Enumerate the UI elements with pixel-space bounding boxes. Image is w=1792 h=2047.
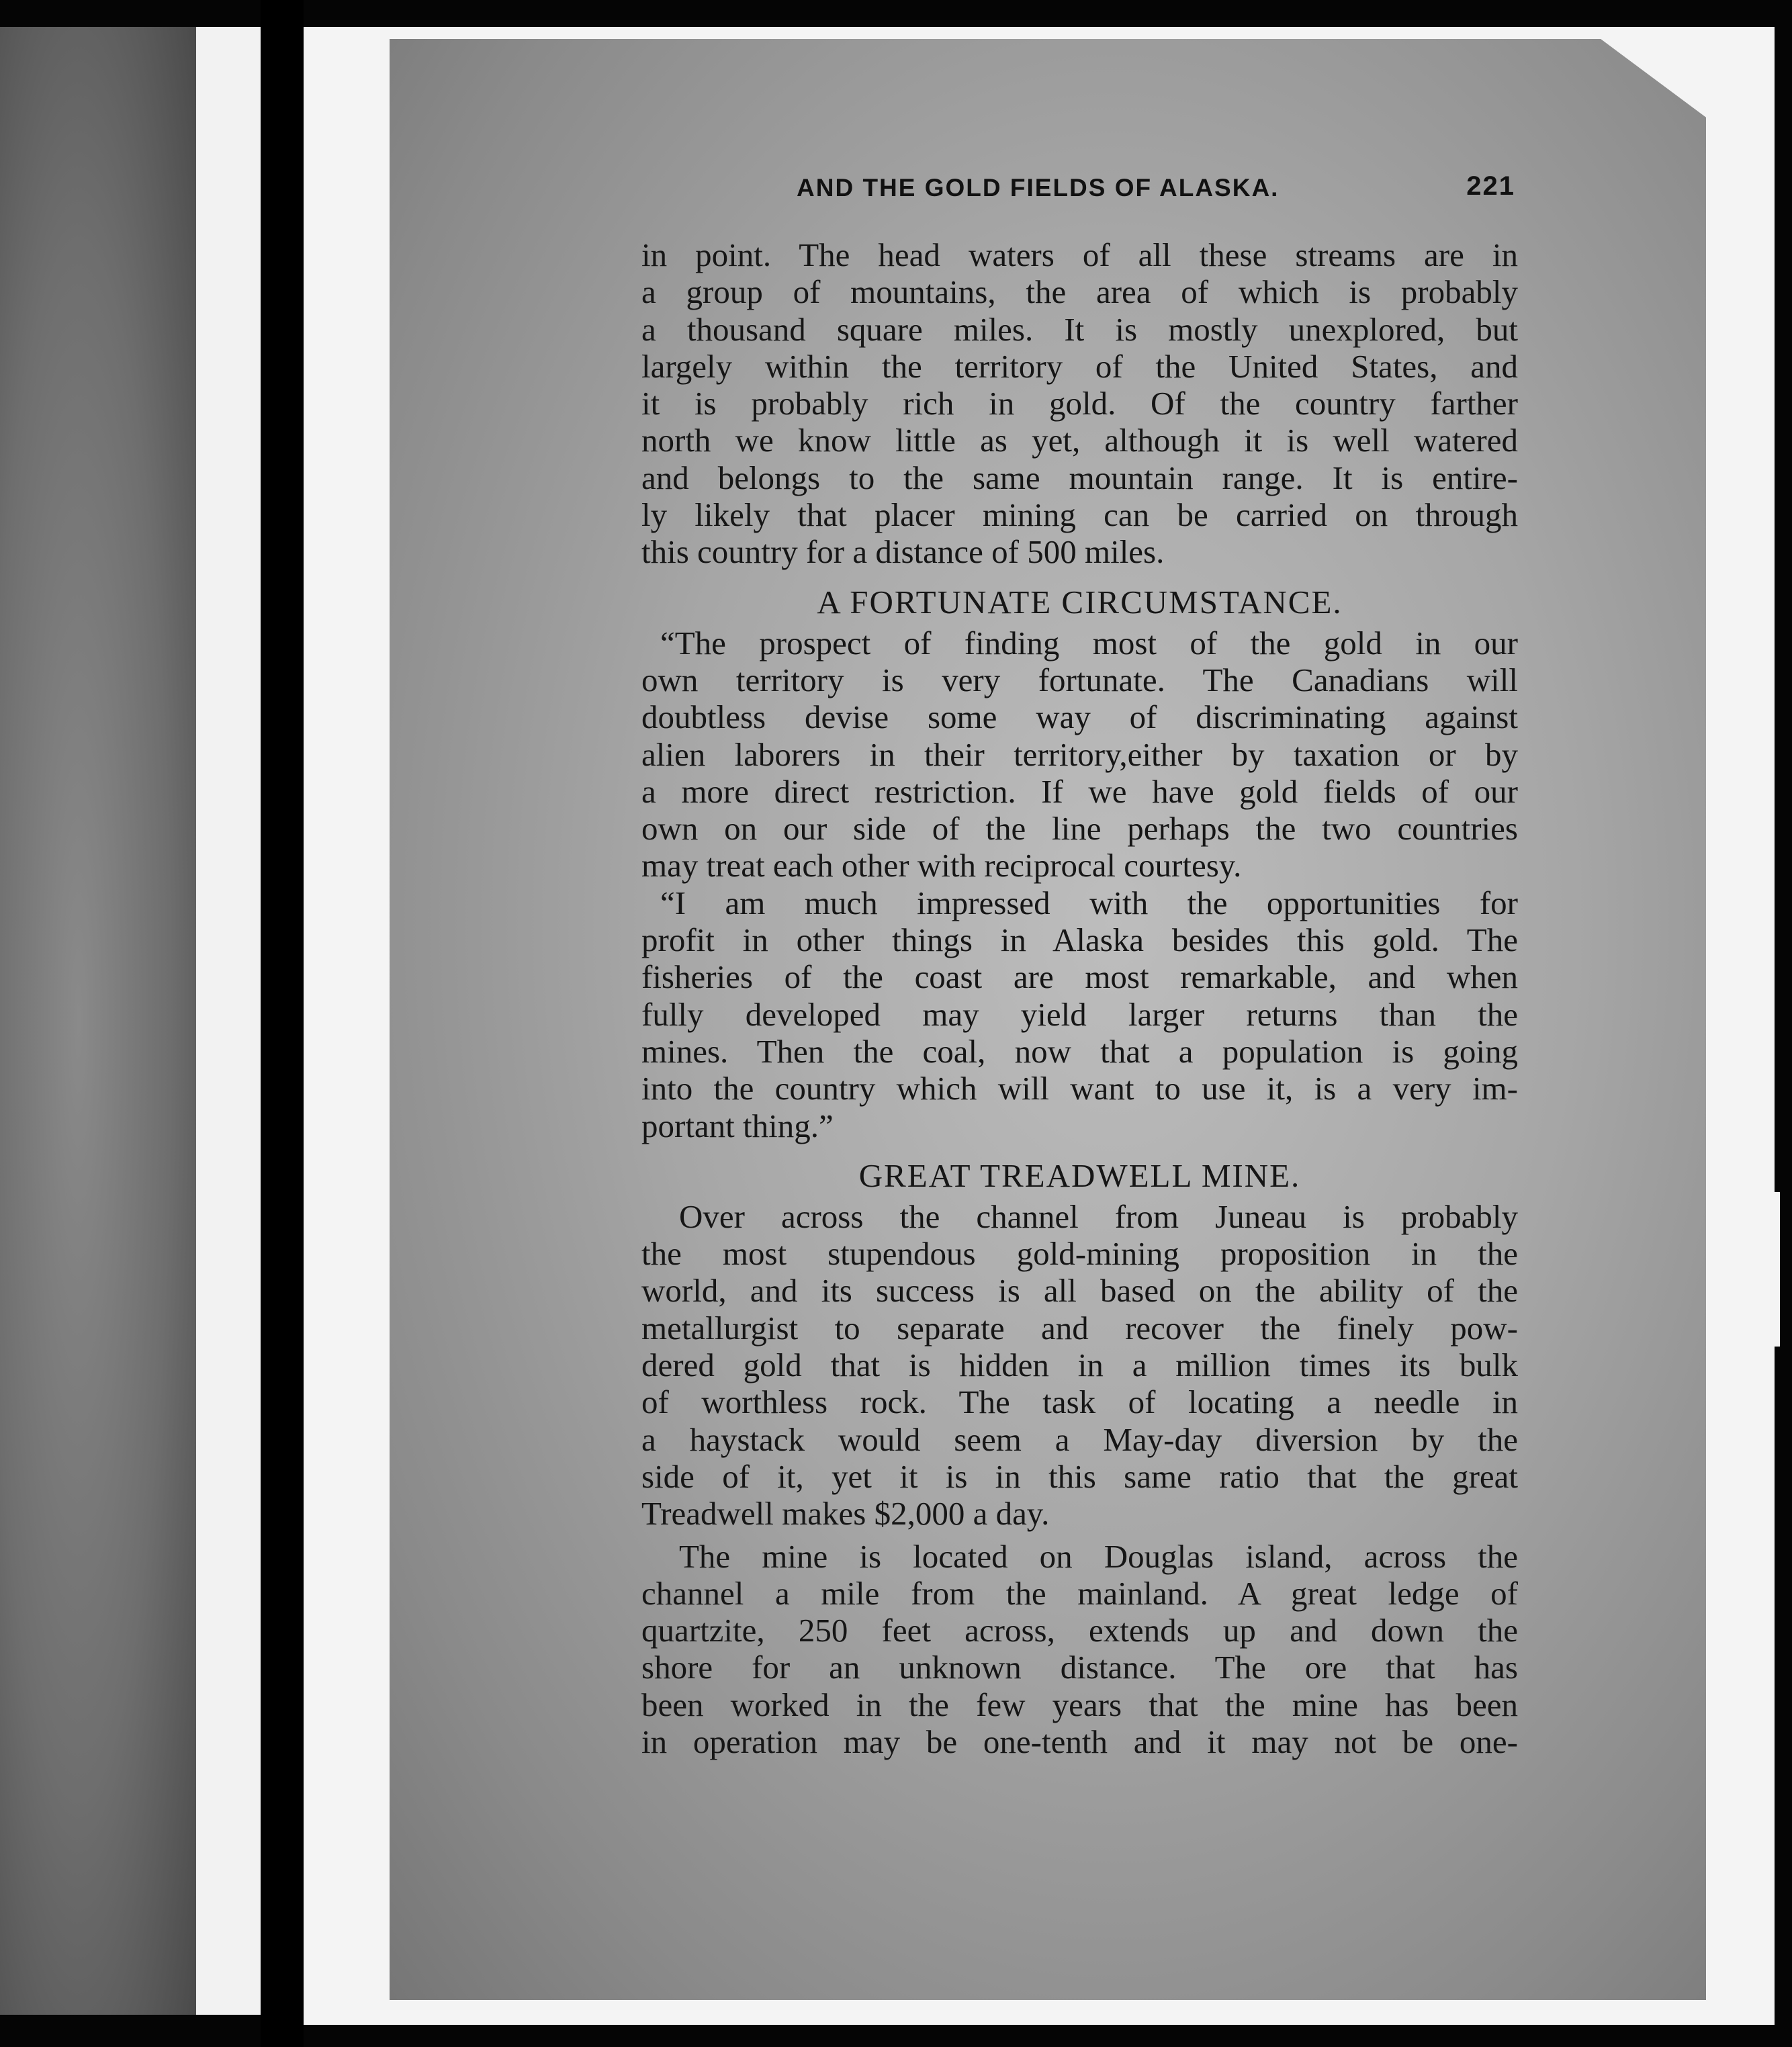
section-heading-fortunate-circumstance: A FORTUNATE CIRCUMSTANCE. (817, 583, 1343, 621)
text-line: The mine is located on Douglas island, across the (679, 1537, 1518, 1575)
text-line: doubtless devise some way of discriminating against (641, 698, 1518, 736)
text-line: channel a mile from the mainland. A great ledge of (641, 1574, 1518, 1612)
running-title: AND THE GOLD FIELDS OF ALASKA. (797, 174, 1280, 201)
text-line: dered gold that is hidden in a million times its bulk (641, 1347, 1518, 1384)
text-line: mines. Then the coal, now that a population is going (641, 1032, 1518, 1070)
body-text (641, 236, 1518, 1760)
text-line: alien laborers in their territory,either by taxation or by (641, 735, 1518, 773)
text-line: into the country which will want to use it, is a very im- (641, 1070, 1518, 1107)
paragraph-3 (641, 884, 1518, 1144)
text-line: north we know little as yet, although it is well watered (641, 422, 1518, 459)
text-line: metallurgist to separate and recover the finely pow- (641, 1309, 1518, 1347)
text-line: the most stupendous gold-mining proposition in the (641, 1235, 1518, 1273)
text-line: Treadwell makes $2,000 a day. (641, 1495, 1050, 1533)
facing-page (0, 27, 196, 2015)
text-line: of worthless rock. The task of locating a needle in (641, 1383, 1518, 1421)
text-line: “The prospect of finding most of the gold in our (660, 624, 1518, 662)
text-line: and belongs to the same mountain range. It is entire- (641, 459, 1518, 496)
text-line: this country for a distance of 500 miles. (641, 533, 1165, 571)
text-line: a group of mountains, the area of which is probably (641, 273, 1518, 311)
paragraph-1 (641, 236, 1518, 571)
text-line: it is probably rich in gold. Of the country farther (641, 385, 1518, 422)
text-line: world, and its success is all based on the ability of the (641, 1272, 1518, 1310)
page-edge-tear (1740, 1192, 1780, 1347)
facing-page-margin (196, 27, 261, 2015)
section-heading-great-treadwell-mine: GREAT TREADWELL MINE. (858, 1156, 1301, 1194)
page-number: 221 (1466, 171, 1515, 201)
paragraph-5 (641, 1538, 1518, 1761)
text-line: largely within the territory of the United States, and (641, 347, 1518, 385)
text-line: “I am much impressed with the opportunities for (660, 884, 1518, 921)
text-line: profit in other things in Alaska besides this gold. The (641, 921, 1518, 959)
text-line: a haystack would seem a May-day diversion by the (641, 1420, 1518, 1458)
paragraph-4 (641, 1198, 1518, 1533)
text-line: in operation may be one-tenth and it may not be one- (641, 1723, 1518, 1760)
text-line: fully developed may yield larger returns than the (641, 995, 1518, 1033)
paragraph-2 (641, 625, 1518, 884)
text-line: a more direct restriction. If we have gold fields of our (641, 772, 1518, 810)
text-line: own on our side of the line perhaps the two countries (641, 810, 1518, 848)
text-line: side of it, yet it is in this same ratio that the great (641, 1457, 1518, 1495)
text-line: Over across the channel from Juneau is probably (679, 1197, 1518, 1235)
text-line: shore for an unknown distance. The ore that has (641, 1649, 1518, 1686)
text-line: portant thing.” (641, 1107, 834, 1144)
text-line: ly likely that placer mining can be carried on through (641, 496, 1518, 534)
text-line: been worked in the few years that the mine has been (641, 1686, 1518, 1723)
text-line: fisheries of the coast are most remarkable, and when (641, 958, 1518, 996)
running-header (797, 171, 1515, 212)
text-line: own territory is very fortunate. The Canadians will (641, 661, 1518, 698)
text-line: may treat each other with reciprocal courtesy. (641, 847, 1242, 884)
book-gutter (261, 0, 304, 2047)
text-line: in point. The head waters of all these streams are in (641, 236, 1518, 273)
text-line: a thousand square miles. It is mostly unexplored, but (641, 310, 1518, 348)
text-line: quartzite, 250 feet across, extends up and down the (641, 1612, 1518, 1649)
